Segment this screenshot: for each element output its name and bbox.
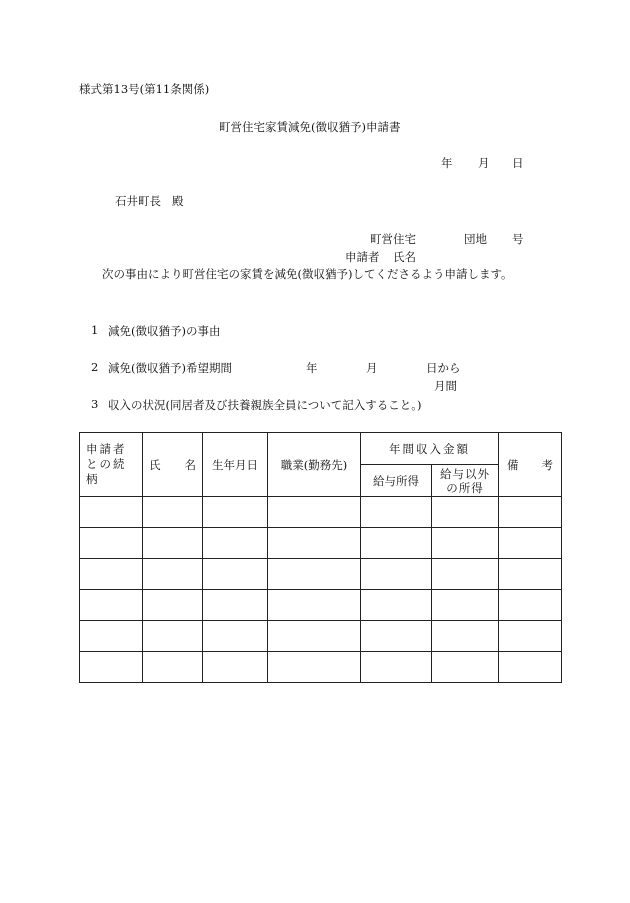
cell-occupation[interactable]: [268, 497, 361, 528]
form-number: 様式第13号(第11条関係): [79, 82, 210, 96]
cell-salary-income[interactable]: [361, 528, 432, 559]
cell-relation[interactable]: [80, 621, 143, 652]
cell-other-income[interactable]: [432, 590, 499, 621]
cell-remarks[interactable]: [499, 528, 562, 559]
item-2-month-label: 月: [366, 361, 378, 375]
header-relation: 申請者 との続 柄: [80, 433, 143, 497]
header-birthdate: 生年月日: [203, 433, 268, 497]
item-2-text: 減免(徴収猶予)希望期間: [108, 361, 232, 375]
header-remarks: 備 考: [499, 433, 562, 497]
cell-name[interactable]: [143, 497, 203, 528]
cell-remarks[interactable]: [499, 652, 562, 683]
table-row: [80, 590, 562, 621]
document-title: 町営住宅家賃減免(徴収猶予)申請書: [219, 120, 401, 134]
cell-birthdate[interactable]: [203, 528, 268, 559]
cell-salary-income[interactable]: [361, 497, 432, 528]
cell-salary-income[interactable]: [361, 621, 432, 652]
applicant-label: 申請者: [345, 250, 380, 264]
table-row: [80, 497, 562, 528]
date-year-label: 年: [441, 156, 453, 170]
cell-other-income[interactable]: [432, 528, 499, 559]
cell-name[interactable]: [143, 652, 203, 683]
cell-name[interactable]: [143, 559, 203, 590]
cell-occupation[interactable]: [268, 590, 361, 621]
cell-birthdate[interactable]: [203, 559, 268, 590]
cell-other-income[interactable]: [432, 559, 499, 590]
income-table: [79, 432, 562, 683]
cell-relation[interactable]: [80, 590, 143, 621]
cell-birthdate[interactable]: [203, 590, 268, 621]
cell-occupation[interactable]: [268, 621, 361, 652]
statement-text: 次の事由により町営住宅の家賃を減免(徴収猶予)してくださるよう申請します。: [102, 267, 513, 281]
cell-relation[interactable]: [80, 497, 143, 528]
addressee-honorific: 殿: [172, 194, 184, 208]
header-name: 氏 名: [143, 433, 203, 497]
header-salary-income: 給与所得: [361, 465, 432, 497]
cell-occupation[interactable]: [268, 528, 361, 559]
cell-remarks[interactable]: [499, 559, 562, 590]
housing-danchi-label: 団地: [464, 232, 487, 246]
cell-birthdate[interactable]: [203, 652, 268, 683]
housing-go-label: 号: [512, 232, 524, 246]
item-2-day-from-label: 日から: [426, 361, 461, 375]
applicant-name-label: 氏名: [393, 250, 416, 264]
cell-occupation[interactable]: [268, 652, 361, 683]
item-1-number: 1: [91, 323, 99, 337]
cell-remarks[interactable]: [499, 497, 562, 528]
item-2-year-label: 年: [306, 361, 318, 375]
cell-relation[interactable]: [80, 528, 143, 559]
item-2-number: 2: [91, 360, 99, 374]
header-occupation: 職業(勤務先): [268, 433, 361, 497]
date-day-label: 日: [512, 156, 524, 170]
cell-occupation[interactable]: [268, 559, 361, 590]
cell-name[interactable]: [143, 528, 203, 559]
cell-remarks[interactable]: [499, 590, 562, 621]
cell-remarks[interactable]: [499, 621, 562, 652]
cell-salary-income[interactable]: [361, 590, 432, 621]
cell-salary-income[interactable]: [361, 652, 432, 683]
cell-other-income[interactable]: [432, 497, 499, 528]
addressee-name: 石井町長: [115, 194, 161, 208]
date-month-label: 月: [478, 156, 490, 170]
item-3-text: 収入の状況(同居者及び扶養親族全員について記入すること。): [108, 398, 422, 412]
item-1-text: 減免(徴収猶予)の事由: [108, 324, 221, 338]
cell-name[interactable]: [143, 590, 203, 621]
table-header-row: [80, 433, 562, 465]
cell-relation[interactable]: [80, 559, 143, 590]
cell-birthdate[interactable]: [203, 497, 268, 528]
table-row: [80, 621, 562, 652]
item-3-number: 3: [91, 397, 99, 411]
cell-birthdate[interactable]: [203, 621, 268, 652]
cell-name[interactable]: [143, 621, 203, 652]
housing-label: 町営住宅: [370, 232, 416, 246]
header-other-income: 給与以外 の所得: [432, 465, 499, 497]
cell-other-income[interactable]: [432, 621, 499, 652]
header-annual-income: 年間収入金額: [361, 433, 499, 465]
cell-relation[interactable]: [80, 652, 143, 683]
table-row: [80, 528, 562, 559]
cell-other-income[interactable]: [432, 652, 499, 683]
table-row: [80, 559, 562, 590]
item-2-months-label: 月間: [434, 379, 457, 393]
table-row: [80, 652, 562, 683]
cell-salary-income[interactable]: [361, 559, 432, 590]
